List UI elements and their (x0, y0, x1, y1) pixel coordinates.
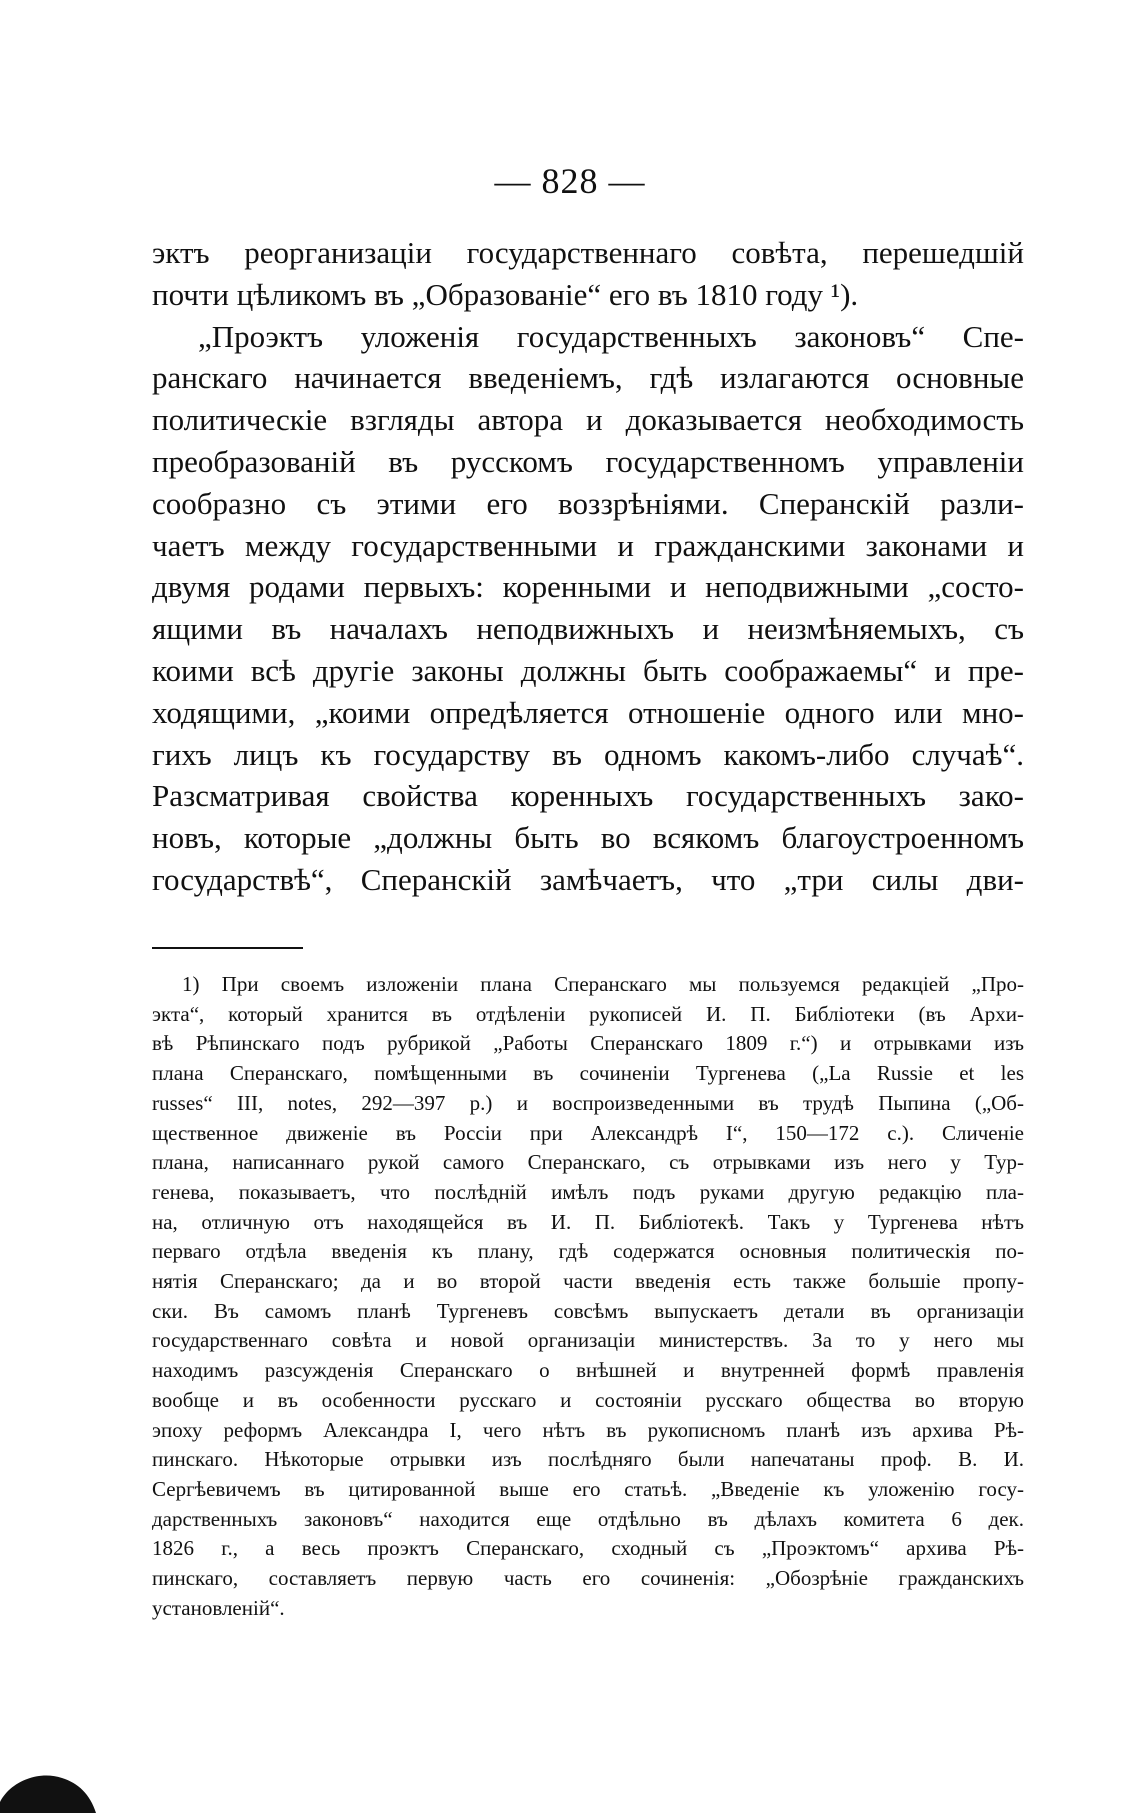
footnote-line: вѣ Рѣпинскаго подъ рубрикой „Работы Сперанскаго 1809 г.“) и отрывками изъ (152, 1031, 1024, 1056)
page-number: — 828 — (494, 161, 646, 201)
footnote-line: находимъ разсужденія Сперанскаго о внѣшней и внутренней формѣ правленія (152, 1358, 1024, 1383)
text-line: ходящими, „коими опредѣляется отношеніе одного или мно- (152, 694, 1024, 730)
text-line: ящими въ началахъ неподвижныхъ и неизмѣняемыхъ, съ (152, 611, 1024, 647)
footnote-line: генева, показываетъ, что послѣдній имѣлъ подъ руками другую редакцію пла- (152, 1179, 1024, 1204)
text-line: „Проэктъ уложенія государственныхъ законовъ“ Спе- (198, 318, 1024, 354)
footnote-line: эпоху реформъ Александра I, чего нѣтъ въ рукописномъ планѣ изъ архива Рѣ- (152, 1417, 1024, 1442)
footnote-line: на, отличную отъ находящейся въ И. П. Библіотекѣ. Такъ у Тургенева нѣтъ (152, 1209, 1024, 1234)
text-line: ранскаго начинается введеніемъ, гдѣ излагаются основные (152, 360, 1024, 396)
footnote-divider (152, 947, 303, 949)
footnote-line: вообще и въ особенности русскаго и состояніи русскаго общества во вторую (152, 1387, 1024, 1412)
footnote-line: установленій“. (152, 1595, 285, 1620)
footnote-line: russes“ III, notes, 292—397 р.) и воспроизведенными въ трудѣ Пыпина („Об- (152, 1090, 1024, 1115)
text-line: чаетъ между государственными и гражданскими законами и (152, 527, 1024, 563)
text-line: сообразно съ этими его воззрѣніями. Сперанскій разли- (152, 485, 1024, 521)
main-text (152, 232, 1024, 901)
footnote-line: дарственныхъ законовъ“ находится еще отдѣльно въ дѣлахъ комитета 6 дек. (152, 1506, 1024, 1531)
footnote-line: нятія Сперанскаго; да и во второй части введенія есть также большіе пропу- (152, 1269, 1024, 1294)
text-line: политическіе взгляды автора и доказывается необходимость (152, 402, 1024, 438)
scan-corner-mark (0, 1760, 96, 1813)
text-line: новъ, которые „должны быть во всякомъ благоустроенномъ (152, 820, 1024, 856)
footnote-line: экта“, который хранится въ отдѣленіи рукописей И. П. Библіотеки (въ Архи- (152, 1001, 1024, 1026)
footnote-line: плана Сперанскаго, помѣщенными въ сочиненіи Тургенева („La Russie et les (152, 1061, 1024, 1086)
footnote-line: 1) При своемъ изложеніи плана Сперанскаго мы пользуемся редакціей „Про- (182, 972, 1024, 996)
text-line: Разсматривая свойства коренныхъ государственныхъ зако- (152, 778, 1024, 814)
footnote-line: государственнаго совѣта и новой организаціи министерствъ. За то у него мы (152, 1328, 1024, 1353)
footnote-line: перваго отдѣла введенія къ плану, гдѣ содержатся основныя политическія по- (152, 1239, 1024, 1264)
footnotes (152, 970, 1024, 1623)
text-line: гихъ лицъ къ государству въ одномъ какомъ-либо случаѣ“. (152, 736, 1024, 772)
text-line: государствѣ“, Сперанскій замѣчаетъ, что „три силы дви- (152, 861, 1024, 897)
footnote-line: пинскаго, составляетъ первую часть его сочиненія: „Обозрѣніе гражданскихъ (152, 1566, 1024, 1591)
text-line: эктъ реорганизаціи государственнаго совѣта, перешедшій (152, 235, 1024, 270)
footnote-line: Сергѣевичемъ въ цитированной выше его статьѣ. „Введеніе къ уложенію госу- (152, 1476, 1024, 1501)
footnote-line: плана, написаннаго рукой самого Сперанскаго, съ отрывками изъ него у Тур- (152, 1150, 1024, 1175)
footnote-line: ски. Въ самомъ планѣ Тургеневъ совсѣмъ выпускаетъ детали въ организаціи (152, 1298, 1024, 1323)
footnote-line: щественное движеніе въ Россіи при Александрѣ I“, 150—172 с.). Сличеніе (152, 1120, 1024, 1145)
text-line: коими всѣ другіе законы должны быть соображаемы“ и пре- (152, 652, 1024, 688)
text-line: почти цѣликомъ въ „Образованіе“ его въ 1810 году ¹). (152, 276, 859, 312)
footnote-line: пинскаго. Нѣкоторые отрывки изъ послѣдняго были напечатаны проф. В. И. (152, 1447, 1024, 1472)
text-line: двумя родами первыхъ: коренными и неподвижными „состо- (152, 569, 1024, 605)
text-line: преобразованій въ русскомъ государственномъ управленіи (152, 443, 1024, 479)
footnote-line: 1826 г., а весь проэктъ Сперанскаго, сходный съ „Проэктомъ“ архива Рѣ- (152, 1536, 1024, 1561)
